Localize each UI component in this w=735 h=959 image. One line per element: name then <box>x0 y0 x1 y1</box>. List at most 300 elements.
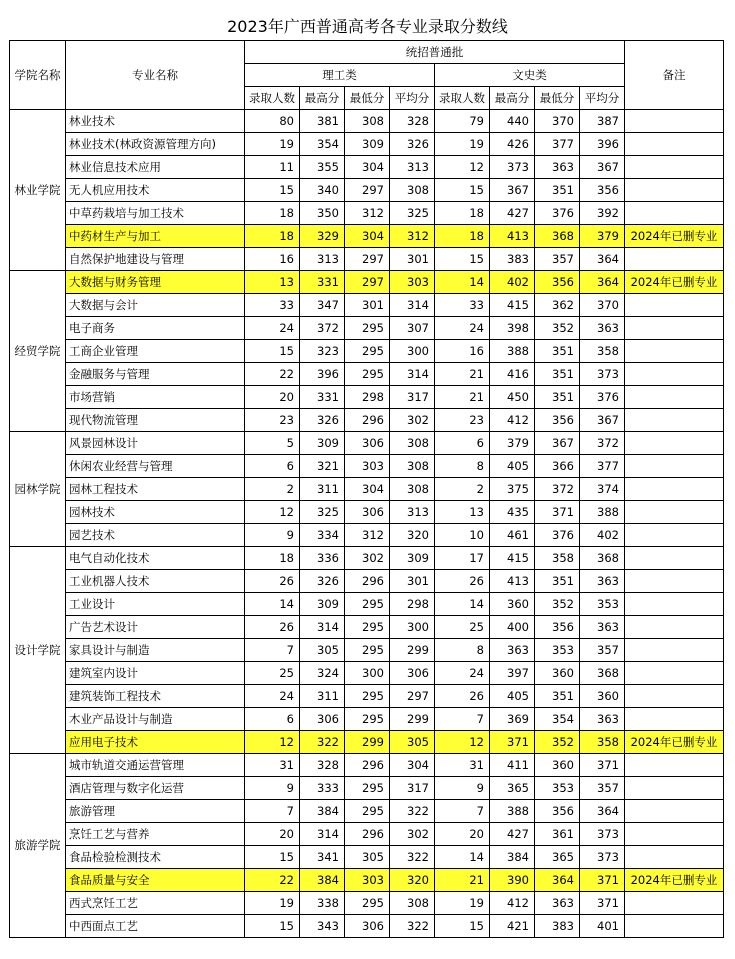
cell-arts-avg: 368 <box>580 662 625 685</box>
cell-science-min: 295 <box>345 800 390 823</box>
cell-arts-count: 14 <box>435 846 490 869</box>
major-name: 园林技术 <box>66 501 245 524</box>
major-name: 工商企业管理 <box>66 340 245 363</box>
cell-arts-count: 31 <box>435 754 490 777</box>
cell-science-count: 6 <box>245 455 300 478</box>
cell-arts-count: 79 <box>435 110 490 133</box>
major-name: 中药材生产与加工 <box>66 225 245 248</box>
cell-arts-avg: 363 <box>580 616 625 639</box>
table-row <box>10 156 724 179</box>
cell-arts-max: 427 <box>490 202 535 225</box>
major-name: 食品质量与安全 <box>66 869 245 892</box>
college-name: 园林学院 <box>10 432 66 547</box>
cell-arts-min: 352 <box>535 317 580 340</box>
cell-science-count: 9 <box>245 777 300 800</box>
major-name: 城市轨道交通运营管理 <box>66 754 245 777</box>
table-row <box>10 248 724 271</box>
cell-arts-count: 12 <box>435 731 490 754</box>
cell-arts-max: 426 <box>490 133 535 156</box>
table-row <box>10 409 724 432</box>
major-name: 大数据与会计 <box>66 294 245 317</box>
table-row <box>10 685 724 708</box>
cell-science-max: 350 <box>300 202 345 225</box>
cell-arts-avg: 372 <box>580 432 625 455</box>
header-major: 专业名称 <box>66 41 245 110</box>
cell-arts-count: 19 <box>435 892 490 915</box>
cell-arts-min: 351 <box>535 386 580 409</box>
cell-science-avg: 326 <box>390 133 435 156</box>
note-cell <box>625 156 724 179</box>
header-batch: 统招普通批 <box>245 41 625 64</box>
cell-arts-count: 33 <box>435 294 490 317</box>
cell-science-min: 309 <box>345 133 390 156</box>
cell-arts-count: 18 <box>435 225 490 248</box>
cell-arts-avg: 363 <box>580 317 625 340</box>
cell-science-max: 323 <box>300 340 345 363</box>
table-row <box>10 823 724 846</box>
cell-science-count: 12 <box>245 501 300 524</box>
cell-arts-min: 370 <box>535 110 580 133</box>
major-name: 广告艺术设计 <box>66 616 245 639</box>
header-arts-min: 最低分 <box>535 87 580 110</box>
cell-science-max: 306 <box>300 708 345 731</box>
cell-arts-max: 390 <box>490 869 535 892</box>
cell-science-avg: 302 <box>390 823 435 846</box>
major-name: 西式烹饪工艺 <box>66 892 245 915</box>
college-name: 林业学院 <box>10 110 66 271</box>
table-row <box>10 432 724 455</box>
cell-science-min: 306 <box>345 915 390 938</box>
cell-arts-min: 371 <box>535 501 580 524</box>
cell-science-avg: 320 <box>390 869 435 892</box>
cell-science-max: 321 <box>300 455 345 478</box>
cell-arts-avg: 364 <box>580 271 625 294</box>
table-row <box>10 386 724 409</box>
note-cell <box>625 432 724 455</box>
table-row <box>10 524 724 547</box>
cell-arts-avg: 363 <box>580 570 625 593</box>
cell-science-min: 297 <box>345 248 390 271</box>
college-name: 经贸学院 <box>10 271 66 432</box>
cell-science-min: 296 <box>345 823 390 846</box>
cell-arts-max: 421 <box>490 915 535 938</box>
cell-arts-min: 351 <box>535 685 580 708</box>
cell-arts-count: 9 <box>435 777 490 800</box>
cell-science-avg: 299 <box>390 639 435 662</box>
note-cell: 2024年已删专业 <box>625 869 724 892</box>
cell-arts-min: 352 <box>535 731 580 754</box>
cell-arts-avg: 379 <box>580 225 625 248</box>
cell-science-max: 324 <box>300 662 345 685</box>
note-cell <box>625 570 724 593</box>
note-cell <box>625 524 724 547</box>
cell-arts-min: 366 <box>535 455 580 478</box>
cell-science-min: 308 <box>345 110 390 133</box>
major-name: 应用电子技术 <box>66 731 245 754</box>
cell-science-count: 26 <box>245 616 300 639</box>
cell-science-count: 9 <box>245 524 300 547</box>
cell-science-count: 33 <box>245 294 300 317</box>
cell-science-avg: 308 <box>390 892 435 915</box>
cell-arts-avg: 358 <box>580 340 625 363</box>
cell-arts-max: 379 <box>490 432 535 455</box>
cell-science-max: 329 <box>300 225 345 248</box>
cell-science-avg: 297 <box>390 685 435 708</box>
cell-science-min: 302 <box>345 547 390 570</box>
note-cell <box>625 708 724 731</box>
major-name: 电气自动化技术 <box>66 547 245 570</box>
cell-science-count: 20 <box>245 386 300 409</box>
table-row <box>10 915 724 938</box>
note-cell: 2024年已删专业 <box>625 731 724 754</box>
cell-science-avg: 302 <box>390 409 435 432</box>
cell-arts-count: 24 <box>435 662 490 685</box>
cell-arts-avg: 374 <box>580 478 625 501</box>
cell-arts-min: 357 <box>535 248 580 271</box>
cell-arts-count: 25 <box>435 616 490 639</box>
note-cell <box>625 616 724 639</box>
cell-science-max: 384 <box>300 869 345 892</box>
cell-science-count: 19 <box>245 892 300 915</box>
cell-science-min: 295 <box>345 685 390 708</box>
cell-arts-avg: 373 <box>580 363 625 386</box>
table-row <box>10 271 724 294</box>
cell-arts-min: 354 <box>535 708 580 731</box>
cell-science-max: 309 <box>300 432 345 455</box>
cell-science-count: 13 <box>245 271 300 294</box>
cell-science-count: 22 <box>245 869 300 892</box>
cell-science-avg: 305 <box>390 731 435 754</box>
cell-science-max: 313 <box>300 248 345 271</box>
cell-arts-count: 8 <box>435 639 490 662</box>
header-science-count: 录取人数 <box>245 87 300 110</box>
table-body <box>10 110 724 938</box>
major-name: 工业机器人技术 <box>66 570 245 593</box>
cell-science-max: 314 <box>300 823 345 846</box>
cell-science-max: 328 <box>300 754 345 777</box>
table-row <box>10 777 724 800</box>
major-name: 市场营销 <box>66 386 245 409</box>
major-name: 风景园林设计 <box>66 432 245 455</box>
cell-science-min: 303 <box>345 869 390 892</box>
cell-arts-count: 21 <box>435 386 490 409</box>
cell-science-avg: 314 <box>390 363 435 386</box>
cell-arts-count: 8 <box>435 455 490 478</box>
cell-science-avg: 306 <box>390 662 435 685</box>
cell-science-max: 334 <box>300 524 345 547</box>
major-name: 园林工程技术 <box>66 478 245 501</box>
cell-arts-count: 21 <box>435 869 490 892</box>
note-cell <box>625 823 724 846</box>
cell-arts-count: 26 <box>435 570 490 593</box>
cell-science-min: 299 <box>345 731 390 754</box>
cell-science-max: 325 <box>300 501 345 524</box>
cell-science-count: 18 <box>245 202 300 225</box>
note-cell <box>625 547 724 570</box>
note-cell <box>625 478 724 501</box>
cell-science-count: 11 <box>245 156 300 179</box>
cell-science-avg: 308 <box>390 432 435 455</box>
note-cell <box>625 915 724 938</box>
major-name: 无人机应用技术 <box>66 179 245 202</box>
cell-arts-max: 388 <box>490 340 535 363</box>
cell-science-min: 296 <box>345 754 390 777</box>
table-row <box>10 202 724 225</box>
table-row <box>10 478 724 501</box>
cell-science-avg: 322 <box>390 800 435 823</box>
table-row <box>10 455 724 478</box>
note-cell <box>625 363 724 386</box>
major-name: 自然保护地建设与管理 <box>66 248 245 271</box>
cell-science-count: 5 <box>245 432 300 455</box>
cell-arts-count: 14 <box>435 593 490 616</box>
cell-arts-avg: 392 <box>580 202 625 225</box>
cell-science-avg: 322 <box>390 846 435 869</box>
table-row <box>10 800 724 823</box>
header-arts-count: 录取人数 <box>435 87 490 110</box>
cell-arts-count: 15 <box>435 248 490 271</box>
cell-science-count: 2 <box>245 478 300 501</box>
note-cell <box>625 846 724 869</box>
cell-arts-max: 415 <box>490 294 535 317</box>
cell-science-max: 331 <box>300 386 345 409</box>
cell-arts-min: 367 <box>535 432 580 455</box>
cell-science-avg: 301 <box>390 248 435 271</box>
major-name: 电子商务 <box>66 317 245 340</box>
cell-science-min: 305 <box>345 846 390 869</box>
note-cell <box>625 593 724 616</box>
cell-arts-avg: 370 <box>580 294 625 317</box>
cell-science-max: 338 <box>300 892 345 915</box>
header-science-avg: 平均分 <box>390 87 435 110</box>
cell-science-count: 26 <box>245 570 300 593</box>
cell-science-min: 304 <box>345 478 390 501</box>
cell-science-count: 20 <box>245 823 300 846</box>
major-name: 林业技术(林政资源管理方向) <box>66 133 245 156</box>
cell-science-max: 311 <box>300 685 345 708</box>
note-cell <box>625 202 724 225</box>
major-name: 建筑装饰工程技术 <box>66 685 245 708</box>
cell-science-count: 15 <box>245 915 300 938</box>
note-cell <box>625 340 724 363</box>
table-row <box>10 133 724 156</box>
cell-science-avg: 313 <box>390 501 435 524</box>
cell-arts-count: 13 <box>435 501 490 524</box>
cell-arts-max: 397 <box>490 662 535 685</box>
cell-arts-avg: 353 <box>580 593 625 616</box>
cell-science-count: 22 <box>245 363 300 386</box>
cell-arts-min: 361 <box>535 823 580 846</box>
cell-arts-avg: 356 <box>580 179 625 202</box>
cell-arts-avg: 402 <box>580 524 625 547</box>
cell-science-max: 343 <box>300 915 345 938</box>
cell-arts-count: 15 <box>435 179 490 202</box>
cell-arts-min: 356 <box>535 409 580 432</box>
cell-arts-avg: 357 <box>580 639 625 662</box>
cell-arts-avg: 373 <box>580 823 625 846</box>
cell-arts-avg: 371 <box>580 869 625 892</box>
cell-science-max: 314 <box>300 616 345 639</box>
cell-science-count: 7 <box>245 639 300 662</box>
note-cell <box>625 133 724 156</box>
cell-arts-max: 400 <box>490 616 535 639</box>
cell-arts-min: 360 <box>535 662 580 685</box>
header-arts-avg: 平均分 <box>580 87 625 110</box>
major-name: 酒店管理与数字化运营 <box>66 777 245 800</box>
cell-science-min: 312 <box>345 524 390 547</box>
table-row <box>10 639 724 662</box>
cell-science-max: 372 <box>300 317 345 340</box>
admission-score-table <box>9 40 724 938</box>
cell-arts-avg: 371 <box>580 754 625 777</box>
table-row <box>10 340 724 363</box>
note-cell <box>625 179 724 202</box>
table-row <box>10 317 724 340</box>
major-name: 旅游管理 <box>66 800 245 823</box>
cell-science-max: 305 <box>300 639 345 662</box>
cell-science-count: 15 <box>245 340 300 363</box>
cell-science-min: 297 <box>345 271 390 294</box>
cell-science-min: 295 <box>345 593 390 616</box>
cell-science-avg: 300 <box>390 616 435 639</box>
cell-arts-count: 15 <box>435 915 490 938</box>
cell-science-count: 15 <box>245 846 300 869</box>
cell-science-count: 14 <box>245 593 300 616</box>
header-science: 理工类 <box>245 64 435 87</box>
cell-science-min: 306 <box>345 501 390 524</box>
cell-science-count: 18 <box>245 225 300 248</box>
cell-science-avg: 320 <box>390 524 435 547</box>
major-name: 家具设计与制造 <box>66 639 245 662</box>
major-name: 林业技术 <box>66 110 245 133</box>
cell-science-count: 80 <box>245 110 300 133</box>
cell-science-avg: 314 <box>390 294 435 317</box>
cell-science-avg: 299 <box>390 708 435 731</box>
cell-arts-count: 23 <box>435 409 490 432</box>
note-cell <box>625 892 724 915</box>
college-name: 设计学院 <box>10 547 66 754</box>
cell-arts-count: 7 <box>435 708 490 731</box>
cell-science-max: 347 <box>300 294 345 317</box>
cell-science-max: 326 <box>300 570 345 593</box>
cell-arts-max: 405 <box>490 455 535 478</box>
major-name: 中草药栽培与加工技术 <box>66 202 245 225</box>
note-cell <box>625 386 724 409</box>
note-cell <box>625 754 724 777</box>
table-row <box>10 846 724 869</box>
cell-arts-count: 10 <box>435 524 490 547</box>
cell-arts-min: 376 <box>535 524 580 547</box>
table-row <box>10 616 724 639</box>
cell-arts-avg: 371 <box>580 892 625 915</box>
cell-science-max: 381 <box>300 110 345 133</box>
cell-science-min: 295 <box>345 340 390 363</box>
cell-arts-avg: 364 <box>580 800 625 823</box>
cell-science-count: 6 <box>245 708 300 731</box>
header-arts: 文史类 <box>435 64 625 87</box>
table-row <box>10 547 724 570</box>
note-cell: 2024年已删专业 <box>625 271 724 294</box>
header-science-max: 最高分 <box>300 87 345 110</box>
cell-arts-min: 358 <box>535 547 580 570</box>
note-cell <box>625 409 724 432</box>
cell-science-min: 297 <box>345 179 390 202</box>
major-name: 木业产品设计与制造 <box>66 708 245 731</box>
major-name: 休闲农业经营与管理 <box>66 455 245 478</box>
cell-arts-min: 368 <box>535 225 580 248</box>
cell-science-min: 295 <box>345 639 390 662</box>
cell-arts-max: 402 <box>490 271 535 294</box>
major-name: 工业设计 <box>66 593 245 616</box>
cell-science-min: 304 <box>345 156 390 179</box>
cell-arts-min: 351 <box>535 570 580 593</box>
cell-science-max: 322 <box>300 731 345 754</box>
cell-arts-count: 18 <box>435 202 490 225</box>
cell-arts-avg: 357 <box>580 777 625 800</box>
header-note: 备注 <box>625 41 724 110</box>
cell-science-count: 18 <box>245 547 300 570</box>
cell-science-max: 340 <box>300 179 345 202</box>
cell-arts-min: 376 <box>535 202 580 225</box>
table-row <box>10 731 724 754</box>
note-cell <box>625 110 724 133</box>
cell-arts-max: 427 <box>490 823 535 846</box>
note-cell <box>625 662 724 685</box>
table-row <box>10 225 724 248</box>
major-name: 建筑室内设计 <box>66 662 245 685</box>
cell-arts-min: 351 <box>535 179 580 202</box>
cell-arts-max: 450 <box>490 386 535 409</box>
cell-arts-min: 365 <box>535 846 580 869</box>
cell-science-avg: 304 <box>390 754 435 777</box>
cell-science-count: 12 <box>245 731 300 754</box>
cell-arts-avg: 368 <box>580 547 625 570</box>
cell-arts-min: 383 <box>535 915 580 938</box>
cell-science-count: 23 <box>245 409 300 432</box>
cell-arts-avg: 358 <box>580 731 625 754</box>
cell-arts-min: 377 <box>535 133 580 156</box>
cell-arts-max: 388 <box>490 800 535 823</box>
cell-arts-max: 363 <box>490 639 535 662</box>
note-cell: 2024年已删专业 <box>625 225 724 248</box>
cell-arts-min: 364 <box>535 869 580 892</box>
header-science-min: 最低分 <box>345 87 390 110</box>
college-name: 旅游学院 <box>10 754 66 938</box>
cell-arts-max: 373 <box>490 156 535 179</box>
cell-arts-min: 356 <box>535 616 580 639</box>
cell-science-min: 312 <box>345 202 390 225</box>
cell-arts-avg: 363 <box>580 708 625 731</box>
note-cell <box>625 317 724 340</box>
cell-arts-min: 356 <box>535 271 580 294</box>
cell-science-avg: 325 <box>390 202 435 225</box>
cell-science-min: 304 <box>345 225 390 248</box>
cell-arts-min: 351 <box>535 340 580 363</box>
note-cell <box>625 685 724 708</box>
cell-arts-count: 7 <box>435 800 490 823</box>
cell-science-max: 354 <box>300 133 345 156</box>
cell-arts-count: 2 <box>435 478 490 501</box>
cell-science-avg: 309 <box>390 547 435 570</box>
cell-science-max: 326 <box>300 409 345 432</box>
cell-science-avg: 307 <box>390 317 435 340</box>
cell-science-max: 333 <box>300 777 345 800</box>
cell-science-avg: 317 <box>390 777 435 800</box>
table-row <box>10 363 724 386</box>
cell-arts-min: 363 <box>535 892 580 915</box>
cell-science-max: 355 <box>300 156 345 179</box>
cell-arts-count: 24 <box>435 317 490 340</box>
